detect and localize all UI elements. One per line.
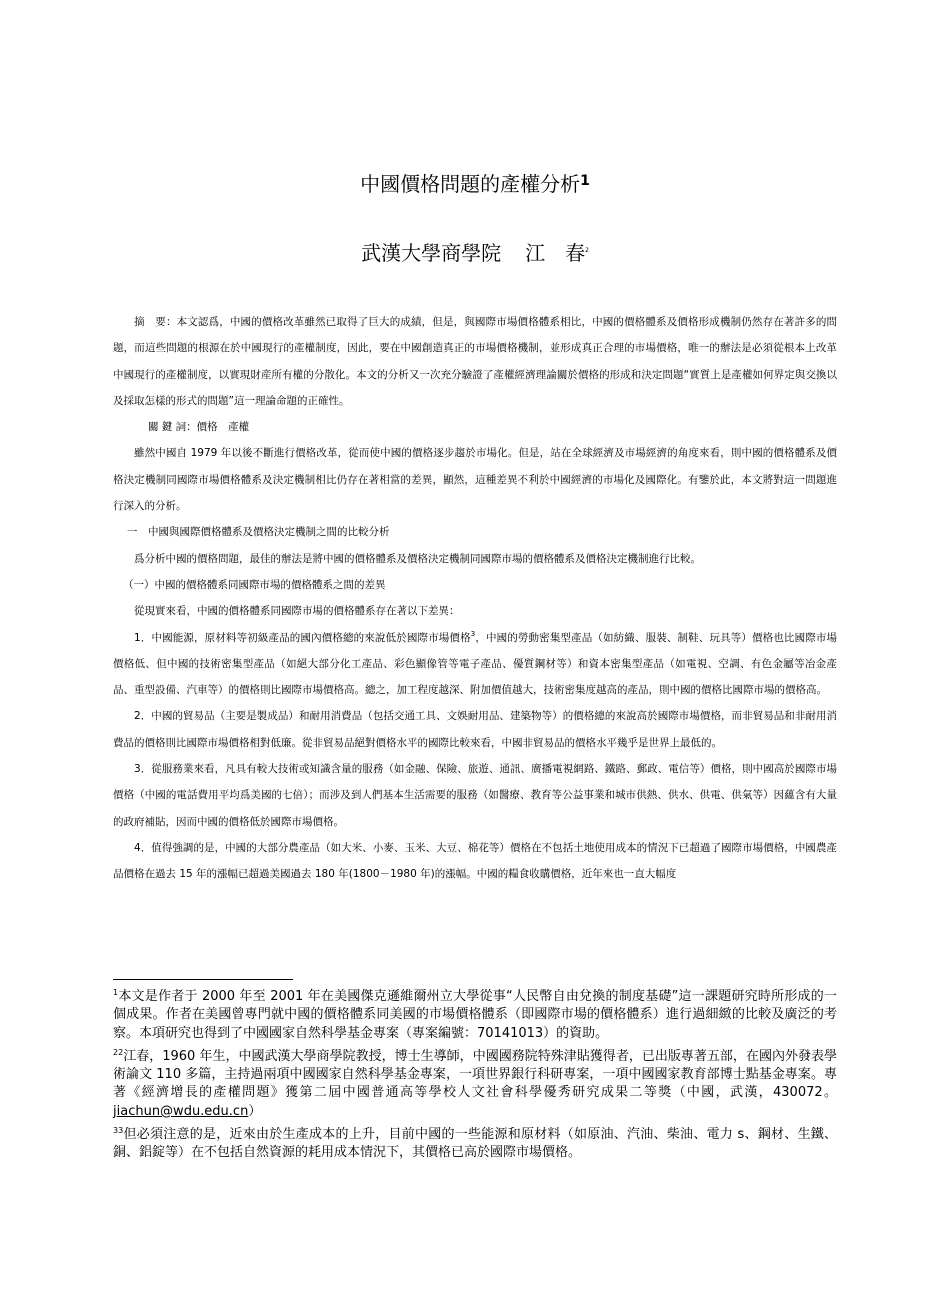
email-link[interactable]: jiachun@wdu.edu.cn bbox=[113, 1103, 249, 1119]
footnote-3 bbox=[113, 1126, 837, 1163]
abstract: 摘 要：本文認爲，中國的價格改革雖然已取得了巨大的成績，但是，與國際市場價格體系相比，中國的價格體系及價格形成機制仍然存在著許多的問題，而這些問題的根源在於中國現行的產權制度，因此，要在中國創造真正的市場價格機制，並形成真正合理的市場價格，唯一的辦法是必須從根本上改革中國現行的產權制度，以實現財産所有權的分散化。本文的分析又一次充分驗證了產權經濟理論關於價格的形成和決定問題“實質上是產權如何界定與交換以及採取怎樣的形式的問題”這一理論命題的正確性。 bbox=[113, 316, 837, 407]
item1-footnote-marker[interactable]: 3 bbox=[470, 629, 476, 638]
footnote-3-text: 但必須注意的是，近來由於生產成本的上升，目前中國的一些能源和原材料（如原油、汽油、柴油、電力 s、鋼材、生鐵、銅、鋁錠等）在不包括自然資源的耗用成本情況下，其價格已高於國際市場價格。 bbox=[113, 1127, 837, 1161]
section-heading: 一 中國與國際價格體系及價格決定機制之間的比較分析 bbox=[127, 526, 390, 539]
title-text: 中國價格問題的產權分析 bbox=[360, 172, 581, 196]
footnote-1-text: 本文是作者于 2000 年至 2001 年在美國傑克遜維爾州立大學從事“人民幣自由兌換的制度基礎”這一課題研究時所形成的一個成果。作者在美國曾專門就中國的價格體系同美國的市場價格體系（即國際市場的價格體系）進行過細緻的比較及廣泛的考察。本項研究也得到了中國國家自然科學基金專案（專案編號：70141013）的資助。 bbox=[113, 989, 837, 1041]
footnote-divider bbox=[113, 979, 293, 980]
list-item-1 bbox=[113, 625, 837, 704]
footnote-2 bbox=[113, 1048, 837, 1121]
author-name: 江 春 bbox=[525, 241, 586, 265]
title-footnote-marker[interactable]: 1 bbox=[580, 173, 590, 189]
author-line bbox=[0, 236, 950, 268]
footnote-1 bbox=[113, 988, 837, 1043]
subsection-heading: （一）中國的價格體系同國際市場的價格體系之間的差異 bbox=[123, 578, 386, 591]
list-item-1-text-a: 1．中國能源，原材料等初級產品的國內價格總的來說低於國際市場價格 bbox=[134, 631, 471, 644]
keywords: 關 鍵 詞：價格 產權 bbox=[148, 421, 250, 434]
footnote-2-tail: ） bbox=[248, 1103, 262, 1119]
section-intro-paragraph: 爲分析中國的價格問題，最佳的辦法是將中國的價格體系及價格決定機制同國際市場的價格體系及價格決定機制進行比較。 bbox=[134, 552, 701, 565]
paper-body bbox=[113, 309, 837, 888]
list-item-2: 2．中國的貿易品（主要是製成品）和耐用消費品（包括交通工具、文娛耐用品、建築物等）的價格總的來說高於國際市場價格，而非貿易品和非耐用消費品的價格則比國際市場價格相對低廉。從非貿易品絕對價格水平的國際比較來看，中國非貿易品的價格水平幾乎是世界上最低的。 bbox=[113, 710, 837, 749]
footnotes bbox=[113, 988, 837, 1168]
list-item-4: 4．值得強調的是，中國的大部分農產品（如大米、小麥、玉米、大豆、棉花等）價格在不包括土地使用成本的情況下已超過了國際市場價格，中國農產品價格在過去 15 年的漲幅已超過美國過去 180 年(1800－1980 年)的漲幅。中國的糧食收購價格，近年來也一直大幅度 bbox=[113, 841, 837, 881]
footnote-2-text: 江春，1960 年生，中國武漢大學商學院教授，博士生導師，中國國務院特殊津貼獲得者，已出版專著五部，在國內外發表學術論文 110 多篇，主持過兩項中國國家自然科學基金專案，一項世界銀行科研專案，一項中國國家教育部博士點基金專案。專著《經濟增長的產權問題》獲第二屆中國普通高等學校人文社會科學優秀研究成果二等獎（中國，武漢，430072。 bbox=[113, 1048, 837, 1101]
author-footnote-marker[interactable]: 2 bbox=[585, 247, 589, 254]
intro-paragraph: 雖然中國自 1979 年以後不斷進行價格改革，從而使中國的價格逐步趨於市場化。但是，站在全球經濟及市場經濟的角度來看，則中國的價格體系及價格決定機制同國際市場價格體系及決定機制相比仍存在著相當的差異，顯然，這種差異不利於中國經濟的市場化及國際化。有鑒於此，本文將對這一問題進行深入的分析。 bbox=[113, 447, 837, 513]
subsection-intro-paragraph: 從現實來看，中國的價格體系同國際市場的價格體系存在著以下差異： bbox=[134, 605, 460, 618]
list-item-1-text-b: ，中國的勞動密集型產品（如紡織、服裝、制鞋、玩具等）價格也比國際市場價格低、但中國的技術密集型產品（如絕大部分化工產品、彩色顯像管等電子產品、優質鋼材等）和資本密集型產品（如電視、空調、有色金屬等冶金產品、重型設備、汽車等）的價格則比國際市場價格高。總之，加工程度越深、附加價值越大，技術密集度越高的產品，則中國的價格比國際市場的價格高。 bbox=[113, 631, 837, 697]
footnote-2-marker: 22 bbox=[113, 1047, 124, 1057]
footnote-1-marker: 1 bbox=[113, 988, 119, 997]
author-affiliation: 武漢大學商學院 bbox=[361, 241, 502, 265]
list-item-3: 3．從服務業來看，凡具有較大技術或知識含量的服務（如金融、保險、旅遊、通訊、廣播電視網路、鐵路、郵政、電信等）價格，則中國高於國際市場價格（中國的電話費用平均爲美國的七倍）；而涉及到人們基本生活需要的服務（如醫療、教育等公益事業和城市供熱、供水、供電、供氣等）因蘊含有大量的政府補貼，因而中國的價格低於國際市場價格。 bbox=[113, 763, 837, 828]
footnote-3-marker: 33 bbox=[113, 1126, 124, 1136]
paper-title bbox=[0, 166, 950, 199]
